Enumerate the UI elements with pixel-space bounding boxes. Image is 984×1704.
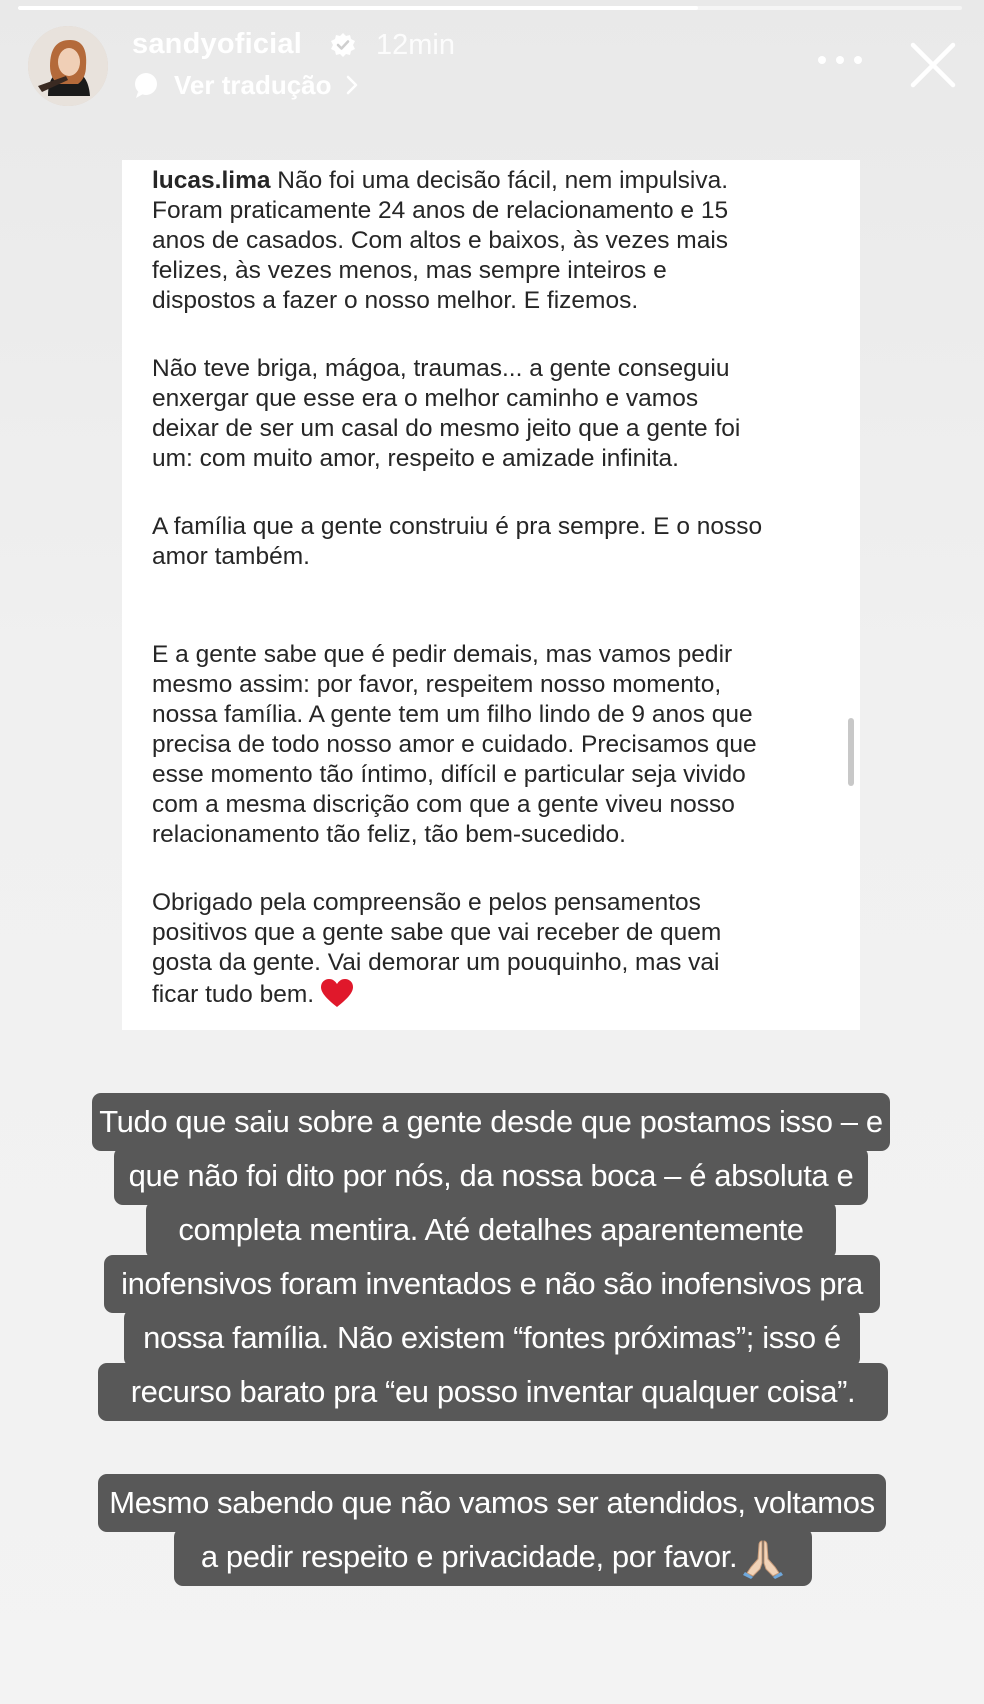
story-progress-bar bbox=[18, 6, 962, 10]
praying-hands-icon bbox=[741, 1535, 785, 1579]
see-translation-link[interactable] bbox=[132, 68, 360, 102]
caption-line: nossa família. Não existem “fontes próximas”; isso é bbox=[124, 1309, 860, 1367]
text-line: ficar tudo bem. bbox=[152, 981, 315, 1008]
text-line: amor também. bbox=[152, 543, 310, 570]
text-line: positivos que a gente sabe que vai receber de quem bbox=[152, 919, 722, 946]
caption-line: Tudo que saiu sobre a gente desde que postamos isso – e bbox=[92, 1093, 890, 1151]
text-line: Não foi uma decisão fácil, nem impulsiva. bbox=[270, 167, 729, 194]
text-line: relacionamento tão feliz, tão bem-sucedido. bbox=[152, 821, 626, 848]
caption-text: a pedir respeito e privacidade, por favor. bbox=[200, 1539, 738, 1574]
text-line: esse momento tão íntimo, difícil e particular seja vivido bbox=[152, 761, 746, 788]
more-options-button[interactable] bbox=[818, 48, 862, 72]
text-line: nossa família. A gente tem um filho lindo de 9 anos que bbox=[152, 701, 753, 728]
paragraph-4 bbox=[152, 640, 842, 850]
more-dot bbox=[854, 56, 862, 64]
text-line: Foram praticamente 24 anos de relacionamento e 15 bbox=[152, 197, 729, 224]
chevron-right-icon bbox=[344, 74, 360, 96]
text-line: precisa de todo nosso amor e cuidado. Precisamos que bbox=[152, 731, 757, 758]
caption-line: recurso barato pra “eu posso inventar qualquer coisa”. bbox=[98, 1363, 888, 1421]
more-dot bbox=[836, 56, 844, 64]
caption-line: inofensivos foram inventados e não são inofensivos pra bbox=[104, 1255, 880, 1313]
text-line: com a mesma discrição com que a gente viveu nosso bbox=[152, 791, 735, 818]
more-dots-icon bbox=[818, 56, 826, 64]
paragraph-2 bbox=[152, 354, 842, 474]
text-line: um: com muito amor, respeito e amizade infinita. bbox=[152, 445, 679, 472]
text-line: E a gente sabe que é pedir demais, mas vamos pedir bbox=[152, 641, 733, 668]
see-translation-label: Ver tradução bbox=[174, 69, 332, 100]
text-line: Obrigado pela compreensão e pelos pensamentos bbox=[152, 889, 701, 916]
story-progress-fill bbox=[18, 6, 698, 10]
close-icon[interactable] bbox=[908, 40, 958, 90]
text-line: anos de casados. Com altos e baixos, às vezes mais bbox=[152, 227, 729, 254]
text-line: deixar de ser um casal do mesmo jeito que a gente foi bbox=[152, 415, 741, 442]
post-screenshot bbox=[122, 160, 860, 1030]
caption-line: Mesmo sabendo que não vamos ser atendidos, voltamos bbox=[98, 1474, 886, 1532]
caption-line: completa mentira. Até detalhes aparentemente bbox=[146, 1201, 836, 1259]
caption-line: que não foi dito por nós, da nossa boca – é absoluta e bbox=[114, 1147, 868, 1205]
scrollbar bbox=[848, 718, 854, 786]
username[interactable]: sandyoficial bbox=[132, 28, 303, 60]
red-heart-icon bbox=[320, 978, 354, 1008]
text-line: gosta da gente. Vai demorar um pouquinho, mas vai bbox=[152, 949, 720, 976]
caption-line-with-emoji bbox=[174, 1528, 812, 1586]
paragraph-3 bbox=[152, 512, 842, 572]
text-line: felizes, às vezes menos, mas sempre inteiros e bbox=[152, 257, 667, 284]
text-line: dispostos a fazer o nosso melhor. E fizemos. bbox=[152, 287, 639, 314]
verified-badge-icon bbox=[330, 32, 356, 58]
text-line: A família que a gente construiu é pra sempre. E o nosso bbox=[152, 513, 763, 540]
text-line: enxergar que esse era o melhor caminho e vamos bbox=[152, 385, 699, 412]
translate-icon bbox=[132, 71, 160, 99]
text-line: Não teve briga, mágoa, traumas... a gente conseguiu bbox=[152, 355, 730, 382]
paragraph-5 bbox=[152, 888, 842, 1010]
post-author: lucas.lima bbox=[152, 167, 271, 194]
avatar[interactable] bbox=[28, 26, 108, 106]
text-line: mesmo assim: por favor, respeitem nosso momento, bbox=[152, 671, 722, 698]
paragraph-1 bbox=[152, 166, 842, 316]
post-caption-text bbox=[152, 166, 842, 1010]
time-ago: 12min bbox=[376, 29, 455, 61]
